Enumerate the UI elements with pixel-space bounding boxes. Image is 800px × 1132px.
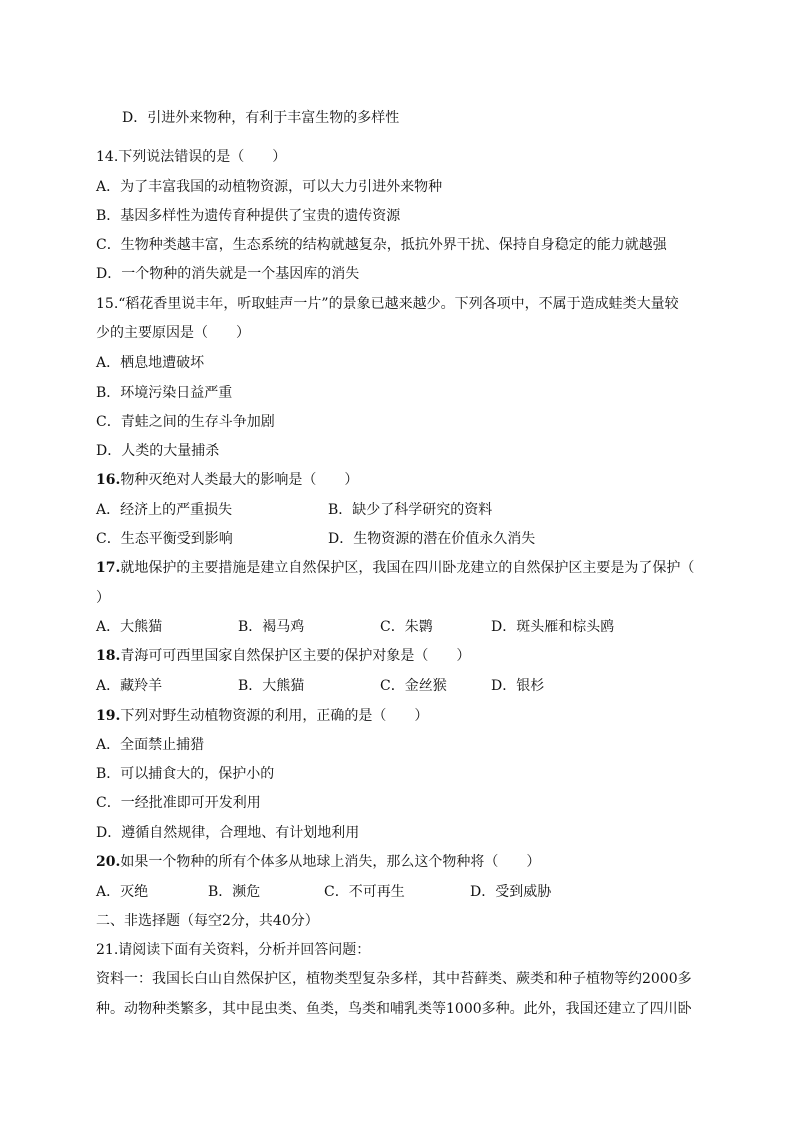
q18-stem [96, 646, 470, 666]
q19-stem [96, 706, 428, 726]
section-heading: 二、非选择题（每空2分，共40分） [96, 913, 319, 929]
q20-number: 20. [96, 854, 121, 870]
q19-number: 19. [96, 708, 121, 724]
q20-option-a: A．灭绝 [96, 884, 149, 900]
q18-option-b: B．大熊猫 [238, 678, 305, 694]
q18-option-a: A．藏羚羊 [96, 678, 163, 694]
q19-option-d: D．遵循自然规律，合理地、有计划地利用 [96, 825, 360, 841]
q18-option-c: C．金丝猴 [380, 678, 447, 694]
q16-stem [96, 470, 358, 490]
q16-option-b: B．缺少了科学研究的资料 [328, 502, 493, 518]
q18-option-d: D．银杉 [491, 678, 545, 694]
q17-option-a: A．大熊猫 [96, 619, 163, 635]
q20-stem-text: 如果一个物种的所有个体多从地球上消失，那么这个物种将（ ） [120, 854, 541, 870]
q15-option-d: D．人类的大量捕杀 [96, 443, 220, 459]
q15-option-a: A．栖息地遭破坏 [96, 355, 205, 371]
q17-stem-line2: ） [96, 590, 110, 606]
q16-stem-text: 物种灭绝对人类最大的影响是（ ） [120, 472, 359, 488]
q21-material-line1: 资料一：我国长白山自然保护区，植物类型复杂多样，其中苔藓类、蕨类和种子植物等约2000多 [96, 971, 692, 987]
q15-option-b: B．环境污染日益严重 [96, 385, 233, 401]
q14-option-a: A．为了丰富我国的动植物资源，可以大力引进外来物种 [96, 179, 443, 195]
q20-option-d: D．受到威胁 [470, 884, 552, 900]
q16-option-a: A．经济上的严重损失 [96, 502, 233, 518]
q17-option-d: D．斑头雁和棕头鸥 [491, 619, 615, 635]
q17-number: 17. [96, 560, 121, 576]
q13-option-d: D．引进外来物种，有利于丰富生物的多样性 [122, 110, 400, 126]
q15-stem-line2: 少的主要原因是（ ） [96, 325, 250, 341]
q20-option-b: B．濒危 [208, 884, 261, 900]
q16-option-d: D．生物资源的潜在价值永久消失 [328, 531, 536, 547]
q14-stem: 14.下列说法错误的是（ ） [96, 149, 287, 165]
q16-option-c: C．生态平衡受到影响 [96, 531, 233, 547]
q18-stem-text: 青海可可西里国家自然保护区主要的保护对象是（ ） [120, 648, 471, 664]
q17-option-c: C．朱鹮 [380, 619, 433, 635]
q21-material-line2: 种。动物种类繁多，其中昆虫类、鱼类，鸟类和哺乳类等1000多种。此外，我国还建立了四川卧 [96, 1001, 692, 1017]
q15-stem-line1: 15.“稻花香里说丰年，听取蛙声一片”的景象已越来越少。下列各项中，不属于造成蛙类大量较 [96, 296, 679, 312]
q19-option-c: C．一经批准即可开发利用 [96, 795, 261, 811]
q18-number: 18. [96, 648, 121, 664]
q17-option-b: B．褐马鸡 [238, 619, 305, 635]
q21-stem: 21.请阅读下面有关资料，分析并回答问题： [96, 942, 371, 958]
q15-option-c: C．青蛙之间的生存斗争加剧 [96, 414, 275, 430]
q17-stem [96, 558, 694, 578]
q19-stem-text: 下列对野生动植物资源的利用，正确的是（ ） [120, 708, 429, 724]
q19-option-a: A．全面禁止捕猎 [96, 737, 205, 753]
q14-option-c: C．生物种类越丰富，生态系统的结构就越复杂，抵抗外界干扰、保持自身稳定的能力就越强 [96, 237, 667, 253]
q17-stem-text: 就地保护的主要措施是建立自然保护区，我国在四川卧龙建立的自然保护区主要是为了保护（ [120, 560, 695, 576]
q14-option-b: B．基因多样性为遗传育种提供了宝贵的遗传资源 [96, 208, 401, 224]
q19-option-b: B．可以捕食大的，保护小的 [96, 766, 275, 782]
q14-option-d: D．一个物种的消失就是一个基因库的消失 [96, 266, 360, 282]
q16-number: 16. [96, 472, 121, 488]
q20-stem [96, 852, 540, 872]
q20-option-c: C．不可再生 [324, 884, 405, 900]
